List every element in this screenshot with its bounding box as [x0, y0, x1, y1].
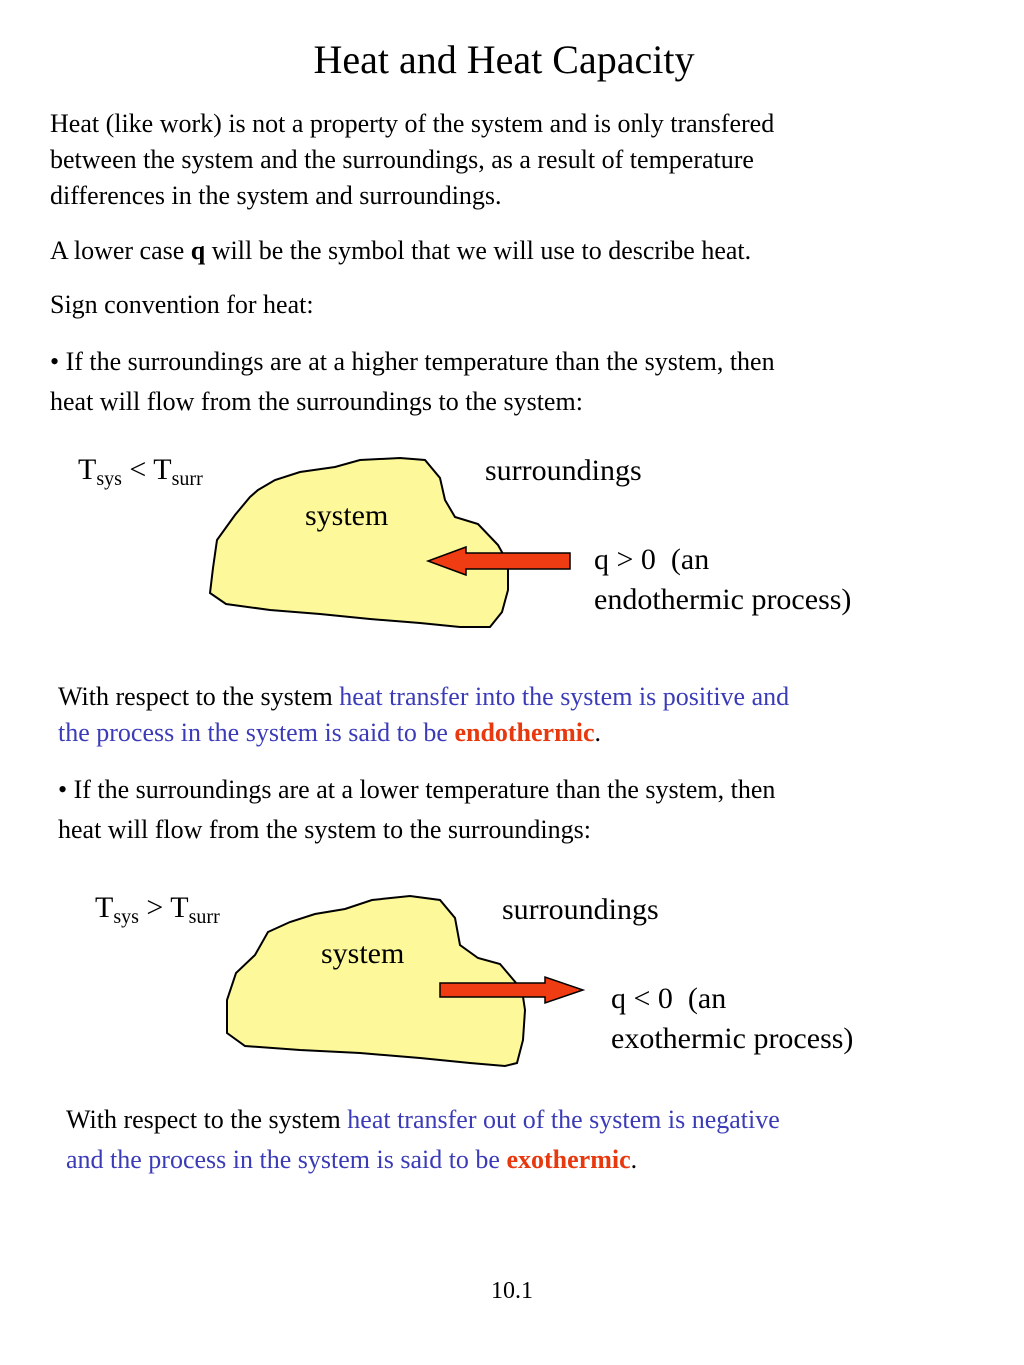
page-title: Heat and Heat Capacity — [313, 37, 695, 82]
system-blob-1 — [210, 458, 508, 627]
intro-line-2: between the system and the surroundings, as a result of temperature — [50, 145, 754, 174]
greater-than-operator: > — [138, 891, 171, 924]
note2-blue-text-2: and the process in the system is said to be — [66, 1145, 507, 1174]
intro-line-1: Heat (like work) is not a property of the system and is only transfered — [50, 109, 775, 138]
condition-label-2 — [95, 888, 220, 937]
subscript-sys: sys — [96, 468, 122, 490]
system-label-2: system — [321, 937, 405, 970]
bullet2-line-2: heat will flow from the system to the surroundings: — [58, 815, 591, 844]
symbol-q: q — [190, 236, 206, 265]
note2-black-text: With respect to the system — [66, 1105, 348, 1134]
endothermic-term: endothermic — [454, 718, 595, 747]
subscript-sys: sys — [113, 906, 139, 928]
exothermic-note — [66, 1100, 780, 1180]
subscript-surr: surr — [171, 468, 203, 490]
symbol-before: A lower case — [50, 236, 191, 265]
note1-period: . — [594, 718, 602, 747]
q-negative-text: q < 0 (an — [611, 982, 727, 1015]
note2-blue-text-1: heat transfer out of the system is negative — [347, 1105, 780, 1134]
exothermic-process-text: exothermic process) — [611, 1022, 854, 1055]
bullet-lower-temp — [58, 770, 775, 850]
page-number: 10.1 — [491, 1278, 533, 1304]
intro-line-3: differences in the system and surroundings. — [50, 181, 502, 210]
q-label-2 — [611, 979, 853, 1059]
sign-convention-heading: Sign convention for heat: — [50, 290, 314, 319]
note2-period: . — [630, 1145, 638, 1174]
subscript-surr: surr — [188, 906, 220, 928]
bullet1-line-1: • If the surroundings are at a higher temperature than the system, then — [50, 347, 775, 376]
t-symbol: T — [95, 891, 114, 924]
endothermic-note — [58, 679, 789, 751]
symbol-after: will be the symbol that we will use to describe heat. — [205, 236, 752, 265]
bullet2-line-1: • If the surroundings are at a lower temperature than the system, then — [58, 775, 776, 804]
exothermic-term: exothermic — [506, 1145, 631, 1174]
t-symbol: T — [78, 453, 97, 486]
bullet1-line-2: heat will flow from the surroundings to the system: — [50, 387, 583, 416]
q-label-1 — [594, 540, 851, 620]
note1-blue-text-1: heat transfer into the system is positive and — [339, 682, 790, 711]
q-positive-text: q > 0 (an — [594, 543, 710, 576]
note1-black-text: With respect to the system — [58, 682, 340, 711]
system-label-1: system — [305, 499, 389, 532]
t-symbol: T — [170, 891, 189, 924]
note1-blue-text-2: the process in the system is said to be — [58, 718, 455, 747]
surroundings-label-2: surroundings — [502, 893, 659, 926]
surroundings-label-1: surroundings — [485, 454, 642, 487]
system-blob-2 — [227, 896, 525, 1066]
condition-label-1 — [78, 450, 203, 499]
endothermic-process-text: endothermic process) — [594, 583, 852, 616]
t-symbol: T — [153, 453, 172, 486]
less-than-operator: < — [121, 453, 154, 486]
